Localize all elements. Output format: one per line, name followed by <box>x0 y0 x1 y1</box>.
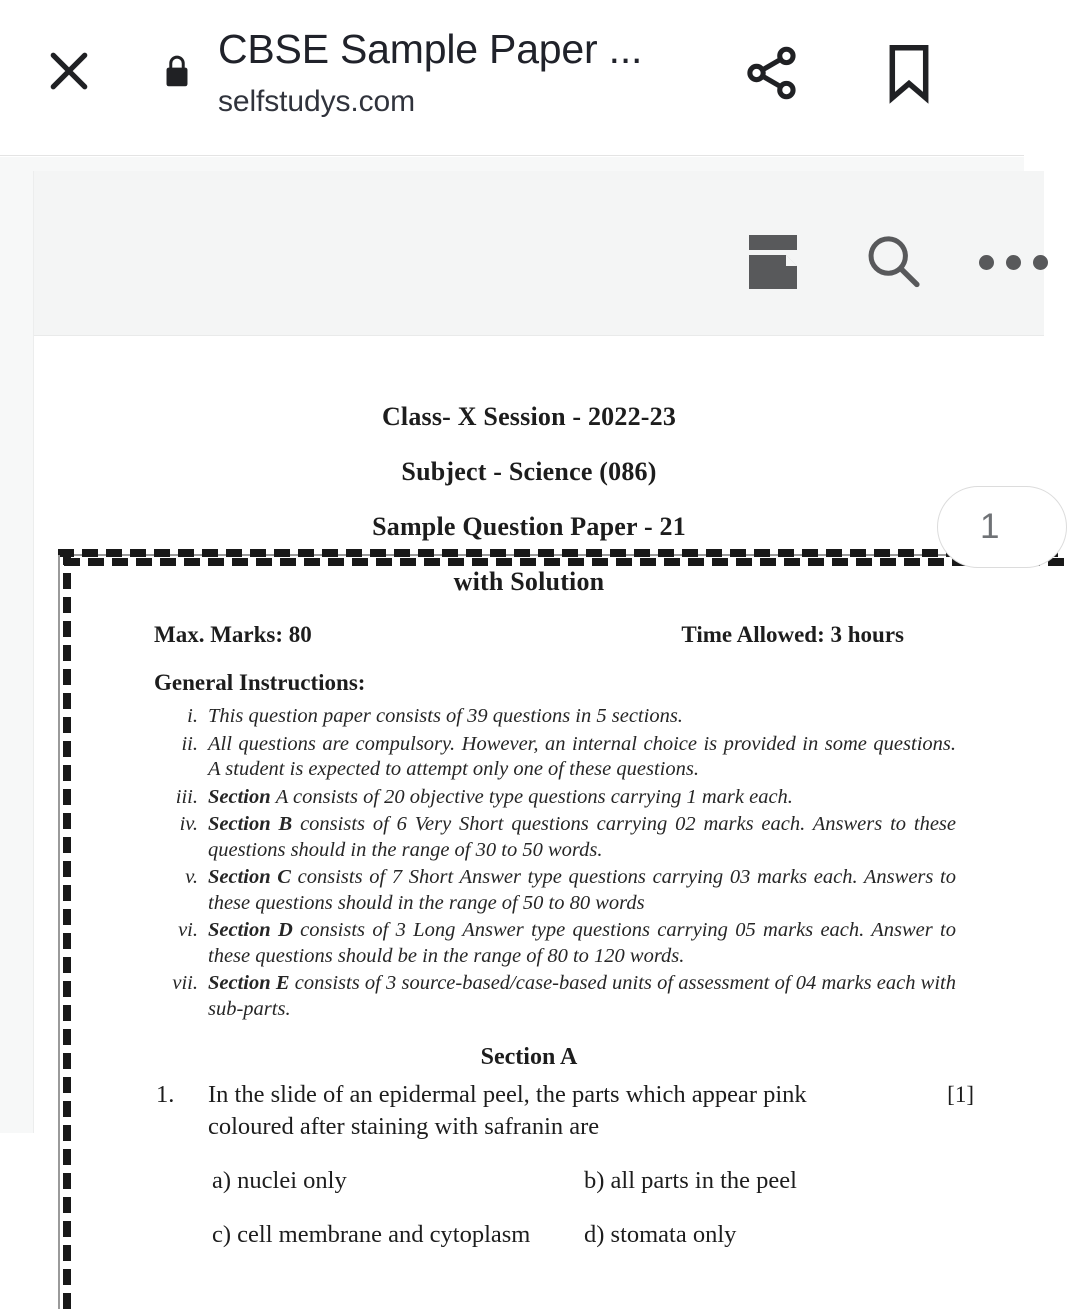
instruction-bold-lead: Section <box>208 785 271 808</box>
page-number-value: 1 <box>980 507 1000 546</box>
option-row <box>212 1219 1024 1251</box>
pdf-viewer[interactable] <box>0 157 1024 1248</box>
close-icon[interactable] <box>36 38 102 104</box>
pdf-toolbar <box>34 171 1044 336</box>
list-item <box>164 785 956 811</box>
document-content <box>34 402 1024 1273</box>
option-a[interactable]: a) nuclei only <box>212 1167 347 1194</box>
instruction-text-rest: consists of 7 Short Answer type questions carrying 03 marks each. Answers to these questions should in the range of 50 to 80 words <box>208 866 956 914</box>
instruction-numeral: vi. <box>178 919 198 941</box>
dot <box>1033 255 1048 270</box>
heading-paper: Sample Question Paper - 21 <box>372 512 686 541</box>
instructions-list <box>34 704 1024 1022</box>
instruction-bold-lead: Section C <box>208 866 291 888</box>
list-item <box>164 732 956 783</box>
option-b[interactable]: b) all parts in the peel <box>584 1167 797 1194</box>
list-item <box>164 704 956 730</box>
instruction-numeral: vii. <box>172 972 198 994</box>
option-row <box>212 1165 1024 1197</box>
page-title: CBSE Sample Paper ... <box>218 26 643 72</box>
bookmark-icon[interactable] <box>872 36 946 110</box>
option-c[interactable]: c) cell membrane and cytoplasm <box>212 1221 531 1248</box>
instruction-text-rest: A consists of 20 objective type questions carrying 1 mark each. <box>275 785 793 808</box>
instruction-text-rest: consists of 3 source-based/case-based units of assessment of 04 marks each with sub-parts. <box>208 972 956 1020</box>
dot <box>1006 255 1021 270</box>
page-number-pill[interactable] <box>937 486 1067 568</box>
instruction-text-rest: consists of 6 Very Short questions carrying 02 marks each. Answers to these questions should in the range of 30 to 50 words. <box>208 813 957 861</box>
lock-icon[interactable] <box>155 46 199 96</box>
question-marks: [1] <box>947 1082 974 1107</box>
instruction-numeral: ii. <box>181 732 198 755</box>
instruction-numeral: i. <box>187 705 198 727</box>
list-item <box>164 865 956 916</box>
list-item <box>164 812 956 863</box>
more-options-icon[interactable] <box>974 223 1052 301</box>
search-icon[interactable] <box>854 223 932 301</box>
instruction-numeral: v. <box>185 866 198 888</box>
instruction-text-rest: consists of 3 Long Answer type questions carrying 05 marks each. Answer to these questions should be in the range of 80 to 120 words. <box>208 919 956 967</box>
time-allowed: Time Allowed: 3 hours <box>681 622 904 647</box>
marks-row <box>34 622 1024 648</box>
page-origin: selfstudys.com <box>218 85 415 118</box>
question-options <box>34 1165 1024 1251</box>
question-text: In the slide of an epidermal peel, the parts which appear pink coloured after staining with safranin are <box>208 1081 807 1140</box>
share-icon[interactable] <box>735 36 809 110</box>
heading-with-solution: with Solution <box>453 567 605 596</box>
dot <box>979 255 994 270</box>
list-item <box>164 971 956 1022</box>
section-heading: Section A <box>480 1044 578 1070</box>
instruction-text: This question paper consists of 39 questions in 5 sections. <box>208 705 683 727</box>
heading-subject: Subject - Science (086) <box>401 457 657 486</box>
list-item <box>164 918 956 969</box>
instruction-numeral: iv. <box>179 813 198 835</box>
question-number: 1. <box>156 1081 175 1108</box>
browser-tab-header <box>0 0 1024 156</box>
heading-class-session: Class- X Session - 2022-23 <box>381 402 677 431</box>
instruction-bold-lead: Section B <box>208 813 293 835</box>
instruction-bold-lead: Section E <box>208 972 290 994</box>
instruction-bold-lead: Section D <box>208 919 293 941</box>
question-block <box>34 1079 1024 1143</box>
instruction-numeral: iii. <box>175 785 198 808</box>
max-marks: Max. Marks: 80 <box>154 622 312 647</box>
option-d[interactable]: d) stomata only <box>584 1221 737 1248</box>
instruction-text: All questions are compulsory. However, an internal choice is provided in some questions. A student is expected to attempt only one of these questions. <box>208 732 956 780</box>
general-instructions-title: General Instructions: <box>154 670 366 695</box>
page-layout-icon[interactable] <box>734 223 812 301</box>
document-heading-block <box>34 402 1024 597</box>
tab-title-block[interactable] <box>218 22 678 123</box>
